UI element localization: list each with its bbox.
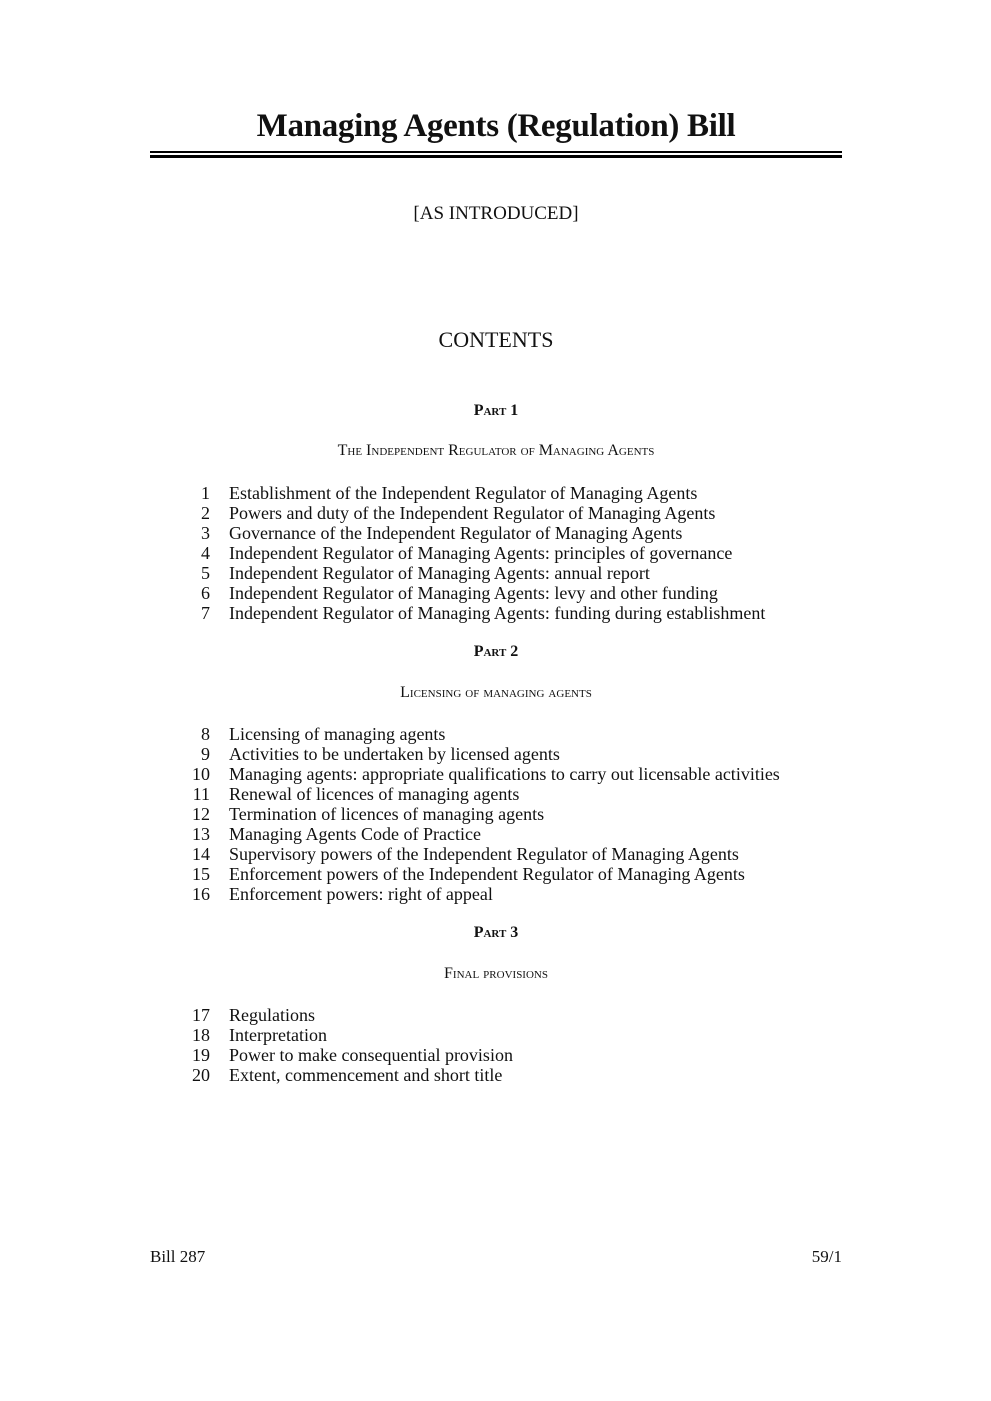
part-3-title: Final provisions (444, 965, 548, 982)
toc-entry[interactable] (180, 483, 765, 503)
clause-number: 20 (192, 1065, 210, 1085)
toc-entry[interactable] (180, 1005, 513, 1025)
part-2-label: Part 2 (473, 643, 519, 660)
toc-entry[interactable] (180, 603, 765, 623)
bill-reference: 59/1 (811, 1247, 842, 1266)
clause-number: 14 (192, 844, 210, 864)
title-double-rule (150, 151, 842, 158)
clause-number: 4 (201, 543, 210, 563)
part-3-clause-list (180, 1005, 513, 1085)
clause-title: Licensing of managing agents (229, 724, 446, 744)
toc-entry[interactable] (180, 503, 765, 523)
clause-title: Independent Regulator of Managing Agents: principles of governance (229, 543, 733, 563)
part-2-clause-list (180, 724, 780, 904)
clause-title: Renewal of licences of managing agents (229, 784, 520, 804)
toc-entry[interactable] (180, 1065, 513, 1085)
toc-entry[interactable] (180, 523, 765, 543)
clause-number: 3 (201, 523, 210, 543)
clause-title: Governance of the Independent Regulator of Managing Agents (229, 523, 683, 543)
toc-entry[interactable] (180, 1025, 513, 1045)
part-1-label: Part 1 (473, 402, 519, 419)
toc-entry[interactable] (180, 784, 780, 804)
toc-entry[interactable] (180, 583, 765, 603)
clause-title: Independent Regulator of Managing Agents: levy and other funding (229, 583, 718, 603)
clause-number: 13 (192, 824, 210, 844)
clause-title: Interpretation (229, 1025, 327, 1045)
clause-number: 16 (192, 884, 210, 904)
clause-number: 8 (201, 724, 210, 744)
toc-entry[interactable] (180, 724, 780, 744)
clause-number: 6 (201, 583, 210, 603)
clause-title: Independent Regulator of Managing Agents: annual report (229, 563, 650, 583)
toc-entry[interactable] (180, 884, 780, 904)
toc-entry[interactable] (180, 563, 765, 583)
clause-title: Extent, commencement and short title (229, 1065, 503, 1085)
clause-title: Power to make consequential provision (229, 1045, 513, 1065)
part-2-title: Licensing of managing agents (400, 684, 592, 701)
clause-number: 1 (201, 483, 210, 503)
clause-number: 19 (192, 1045, 210, 1065)
clause-number: 11 (192, 784, 210, 804)
bill-number: Bill 287 (150, 1247, 206, 1266)
clause-title: Activities to be undertaken by licensed agents (229, 744, 560, 764)
clause-title: Powers and duty of the Independent Regulator of Managing Agents (229, 503, 716, 523)
clause-title: Managing agents: appropriate qualifications to carry out licensable activities (229, 764, 780, 784)
bill-status: [AS INTRODUCED] (413, 203, 579, 224)
toc-entry[interactable] (180, 543, 765, 563)
part-3-label: Part 3 (473, 924, 519, 941)
clause-number: 10 (192, 764, 210, 784)
toc-entry[interactable] (180, 844, 780, 864)
clause-number: 2 (201, 503, 210, 523)
clause-title: Independent Regulator of Managing Agents: funding during establishment (229, 603, 766, 623)
toc-entry[interactable] (180, 864, 780, 884)
clause-title: Enforcement powers: right of appeal (229, 884, 493, 904)
clause-number: 7 (201, 603, 210, 623)
document-title: Managing Agents (Regulation) Bill (256, 108, 736, 144)
toc-entry[interactable] (180, 824, 780, 844)
clause-number: 18 (192, 1025, 210, 1045)
clause-number: 5 (201, 563, 210, 583)
toc-entry[interactable] (180, 764, 780, 784)
toc-entry[interactable] (180, 804, 780, 824)
clause-title: Supervisory powers of the Independent Regulator of Managing Agents (229, 844, 739, 864)
clause-number: 17 (192, 1005, 210, 1025)
clause-number: 15 (192, 864, 210, 884)
clause-number: 9 (201, 744, 210, 764)
clause-number: 12 (192, 804, 210, 824)
clause-title: Termination of licences of managing agents (229, 804, 545, 824)
part-1-title: The Independent Regulator of Managing Agents (337, 442, 655, 459)
clause-title: Managing Agents Code of Practice (229, 824, 481, 844)
clause-title: Establishment of the Independent Regulator of Managing Agents (229, 483, 698, 503)
part-1-clause-list (180, 483, 765, 623)
toc-entry[interactable] (180, 744, 780, 764)
toc-entry[interactable] (180, 1045, 513, 1065)
clause-title: Enforcement powers of the Independent Regulator of Managing Agents (229, 864, 745, 884)
clause-title: Regulations (229, 1005, 315, 1025)
contents-heading: CONTENTS (438, 327, 554, 352)
